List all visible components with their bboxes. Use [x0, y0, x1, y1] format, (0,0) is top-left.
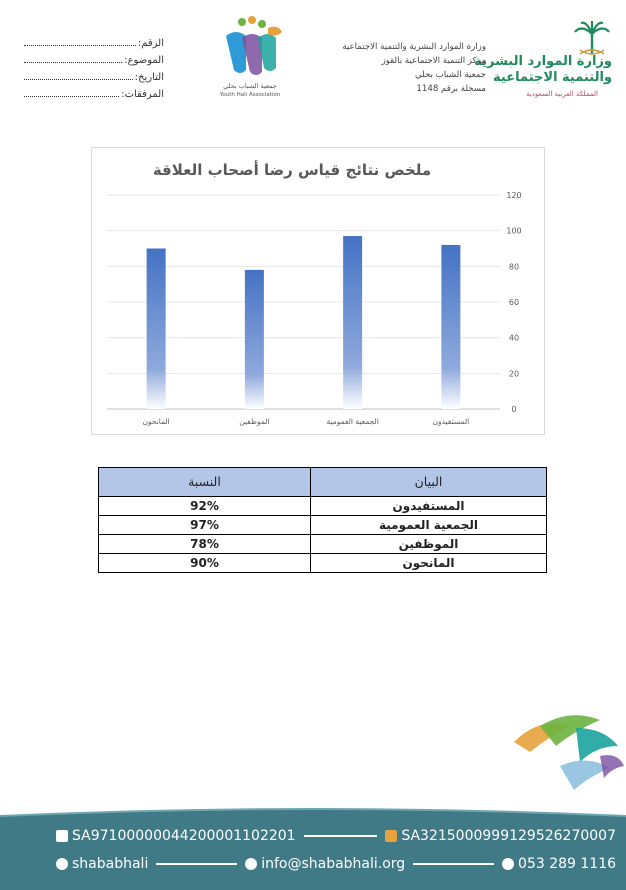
ref-field-number	[22, 38, 164, 55]
dotted-line	[24, 78, 133, 80]
reference-fields	[22, 38, 164, 106]
satisfaction-chart	[91, 147, 545, 435]
country-name: المملكة العربية السعودية	[526, 90, 598, 98]
center-line-1: وزارة الموارد البشرية والتنمية الاجتماعية	[342, 42, 486, 52]
social-handle: shababhali	[72, 856, 149, 872]
row-value: 97%	[99, 516, 311, 535]
chart-canvas	[92, 148, 544, 434]
x-category-label: المستفيدون	[432, 417, 470, 426]
ref-field-label: الموضوع:	[124, 55, 164, 66]
footer	[0, 808, 626, 890]
bar	[441, 245, 460, 409]
email: info@shababhali.org	[261, 856, 406, 872]
social-media-icon	[56, 858, 68, 870]
footer-bank-row	[56, 828, 616, 844]
y-tick-label: 60	[508, 298, 520, 307]
separator	[304, 835, 378, 837]
association-name-ar: جمعية الشباب بحلي	[223, 82, 277, 90]
x-category-label: الموظفين	[239, 417, 270, 426]
iban-2: SA3215000999129526270007	[401, 828, 616, 844]
ref-field-label: الرقم:	[137, 38, 164, 49]
ref-field-label: المرفقات:	[121, 89, 164, 100]
separator	[156, 863, 237, 865]
bar	[343, 236, 362, 409]
table-row	[99, 516, 547, 535]
table-header-row	[99, 468, 547, 497]
ministry-name: وزارة الموارد البشرية والتنمية الاجتماعية	[474, 54, 612, 85]
association-name-en: Youth Hali Association	[219, 92, 281, 98]
row-label: الجمعية العمومية	[311, 516, 547, 535]
email-icon	[245, 858, 257, 870]
row-value: 90%	[99, 554, 311, 573]
center-line-2: مركز التنمية الاجتماعية بالقوز	[381, 56, 486, 66]
header-percentage: النسبة	[99, 468, 311, 497]
registration-line	[318, 82, 486, 96]
footer-background	[0, 808, 626, 890]
registration-number: 1148	[416, 84, 439, 94]
row-value: 78%	[99, 535, 311, 554]
ref-field-subject	[22, 55, 164, 72]
bank-icon	[385, 830, 397, 842]
footer-contact-row	[56, 856, 616, 872]
ref-field-date	[22, 72, 164, 89]
bank-icon	[56, 830, 68, 842]
row-label: الموظفين	[311, 535, 547, 554]
association-logo	[212, 14, 288, 104]
letterhead-center-text	[318, 40, 486, 96]
results-table	[98, 467, 547, 573]
table-row	[99, 535, 547, 554]
dotted-line	[24, 44, 136, 46]
table-row	[99, 497, 547, 516]
separator	[413, 863, 494, 865]
social-link[interactable]	[56, 856, 148, 872]
iban-1: SA9710000004420000110220​1	[72, 828, 296, 844]
row-label: المستفيدون	[311, 497, 547, 516]
ref-field-label: التاريخ:	[134, 72, 164, 83]
phone: 053 289 1116	[518, 856, 617, 872]
association-emblem-icon	[212, 14, 288, 82]
y-tick-label: 120	[506, 191, 522, 200]
center-line-3: جمعية الشباب بحلي	[414, 70, 486, 80]
y-tick-label: 0	[511, 405, 517, 414]
bank-account-2	[385, 828, 616, 844]
bank-account-1	[56, 828, 296, 844]
y-tick-label: 80	[508, 262, 520, 272]
x-category-label: الجمعية العمومية	[326, 417, 379, 426]
email-link[interactable]	[245, 856, 405, 872]
chart-title: ملخص نتائج قياس رضا أصحاب العلاقة	[152, 161, 432, 179]
registration-label: مسجلة برقم	[441, 84, 486, 94]
y-tick-label: 20	[508, 369, 520, 379]
header-statement: البيان	[311, 468, 547, 497]
palm-swords-icon	[572, 20, 612, 56]
phone-link[interactable]	[502, 856, 616, 872]
y-tick-label: 40	[508, 333, 520, 343]
ref-field-attachments	[22, 89, 164, 106]
phone-icon	[502, 858, 514, 870]
row-label: المانحون	[311, 554, 547, 573]
ministry-logo	[474, 18, 618, 108]
y-tick-label: 100	[506, 226, 522, 236]
bar	[245, 270, 264, 409]
dotted-line	[24, 95, 119, 97]
row-value: 92%	[99, 497, 311, 516]
x-category-label: المانحون	[142, 417, 170, 426]
decorative-swirl-icon	[500, 706, 626, 796]
dotted-line	[24, 61, 122, 63]
table-row	[99, 554, 547, 573]
bar	[147, 249, 166, 410]
